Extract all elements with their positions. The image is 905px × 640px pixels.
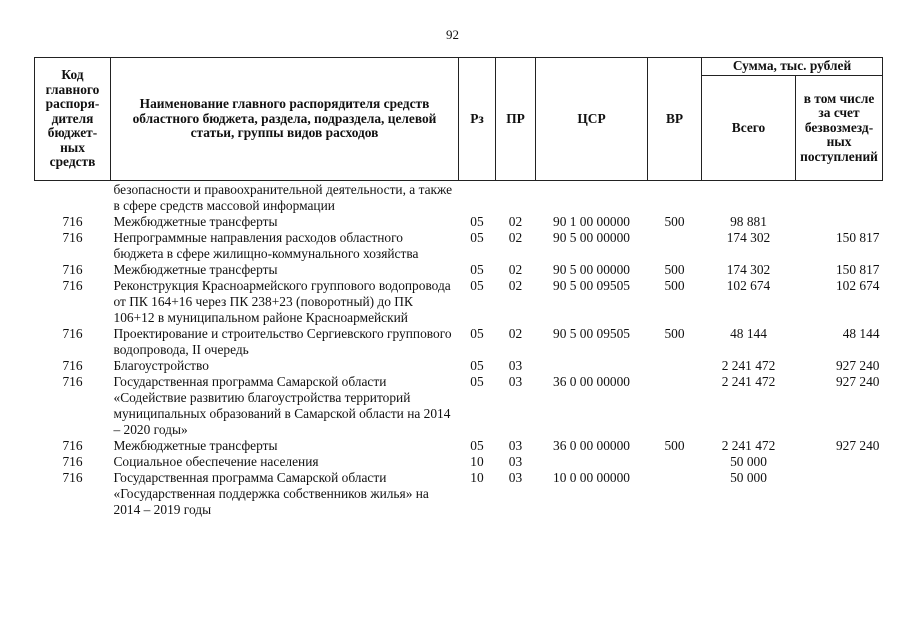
row-vr: 500 — [664, 326, 685, 341]
row-grant — [796, 214, 883, 230]
row-rz — [459, 181, 496, 215]
row-code — [35, 181, 111, 215]
budget-table — [34, 57, 883, 518]
row-name: Государственная программа Самарской области «Государственная поддержка собственников жилья» на 2014 – 2019 годы — [113, 470, 429, 517]
header-vr: ВР — [648, 58, 702, 181]
row-rz: 10 — [470, 454, 484, 469]
row-grant — [796, 181, 883, 215]
row-vr — [648, 454, 702, 470]
row-total: 2 241 472 — [721, 374, 776, 389]
table-row — [35, 374, 883, 438]
row-name: Межбюджетные трансферты — [113, 438, 278, 453]
row-rz: 05 — [470, 374, 484, 389]
row-csr — [536, 358, 648, 374]
row-grant: 150 817 — [835, 230, 880, 245]
row-csr: 90 5 00 00000 — [553, 230, 630, 245]
row-total: 2 241 472 — [721, 358, 776, 373]
row-rz: 05 — [470, 262, 484, 277]
header-grant: в том числе за счет безвозмезд-ных поступлений — [796, 76, 883, 181]
row-code: 716 — [62, 230, 83, 245]
row-name: Межбюджетные трансферты — [113, 214, 278, 229]
header-name: Наименование главного распорядителя средств областного бюджета, раздела, подраздела, целевой статьи, группы видов расходов — [111, 58, 459, 181]
row-vr — [648, 230, 702, 262]
row-vr: 500 — [664, 262, 685, 277]
header-total: Всего — [702, 76, 796, 181]
row-pr: 02 — [508, 262, 523, 277]
table-row — [35, 470, 883, 518]
row-rz: 05 — [470, 214, 484, 229]
row-rz: 10 — [470, 470, 484, 485]
header-code: Код главного распоря-дителя бюджет-ных средств — [35, 58, 111, 181]
row-total: 48 144 — [730, 326, 767, 341]
row-total: 174 302 — [726, 262, 771, 277]
row-name: Государственная программа Самарской области «Содействие развитию благоустройства территорий муниципальных образований в Самарской области на 2014 – 2020 годы» — [113, 374, 451, 437]
row-name: безопасности и правоохранительной деятельности, а также в сфере средств массовой информации — [113, 182, 453, 213]
row-total: 50 000 — [730, 470, 767, 485]
row-code: 716 — [62, 438, 83, 453]
row-vr — [648, 181, 702, 215]
row-code: 716 — [62, 470, 83, 485]
row-code: 716 — [62, 374, 83, 389]
page-number: 92 — [446, 27, 459, 42]
row-csr: 36 0 00 00000 — [553, 438, 630, 453]
row-grant: 927 240 — [835, 438, 880, 453]
header-rz: Рз — [459, 58, 496, 181]
table-row — [35, 181, 883, 215]
row-pr: 03 — [508, 454, 523, 469]
row-csr — [536, 181, 648, 215]
row-total: 50 000 — [730, 454, 767, 469]
row-grant: 102 674 — [835, 278, 880, 293]
row-pr: 02 — [508, 326, 523, 341]
row-code: 716 — [62, 214, 83, 229]
table-row — [35, 278, 883, 326]
row-code: 716 — [62, 278, 83, 293]
table-row — [35, 262, 883, 278]
header-sum: Сумма, тыс. рублей — [702, 58, 883, 76]
row-pr: 03 — [508, 438, 523, 453]
row-total: 174 302 — [726, 230, 771, 245]
row-vr — [648, 358, 702, 374]
row-csr: 10 0 00 00000 — [553, 470, 630, 485]
row-total: 98 881 — [730, 214, 767, 229]
table-row — [35, 438, 883, 454]
row-code: 716 — [62, 326, 83, 341]
row-grant: 927 240 — [835, 358, 880, 373]
header-pr: ПР — [496, 58, 536, 181]
row-csr: 90 5 00 09505 — [553, 326, 630, 341]
row-total: 102 674 — [726, 278, 771, 293]
row-name: Реконструкция Красноармейского группового водопровода от ПК 164+16 через ПК 238+23 (поворотный) до ПК 106+12 в муниципальном районе Красноармейский — [113, 278, 451, 325]
row-csr: 90 5 00 09505 — [553, 278, 630, 293]
row-csr: 90 1 00 00000 — [553, 214, 630, 229]
row-rz: 05 — [470, 438, 484, 453]
row-name: Непрограммные направления расходов областного бюджета в сфере жилищно-коммунального хозяйства — [113, 230, 419, 261]
row-pr: 03 — [508, 374, 523, 389]
row-vr: 500 — [664, 438, 685, 453]
row-grant — [796, 470, 883, 518]
row-csr: 90 5 00 00000 — [553, 262, 630, 277]
table-row — [35, 358, 883, 374]
row-pr: 03 — [508, 358, 523, 373]
row-name: Социальное обеспечение населения — [113, 454, 319, 469]
row-vr — [648, 470, 702, 518]
row-total: 2 241 472 — [721, 438, 776, 453]
row-rz: 05 — [470, 326, 484, 341]
row-total — [702, 181, 796, 215]
row-code: 716 — [62, 262, 83, 277]
row-csr: 36 0 00 00000 — [553, 374, 630, 389]
row-name: Благоустройство — [113, 358, 209, 373]
row-rz: 05 — [470, 278, 484, 293]
row-rz: 05 — [470, 358, 484, 373]
row-csr — [536, 454, 648, 470]
row-grant: 927 240 — [835, 374, 880, 389]
row-grant: 150 817 — [835, 262, 880, 277]
row-vr: 500 — [664, 214, 685, 229]
row-pr — [496, 181, 536, 215]
row-pr: 03 — [508, 470, 523, 485]
table-row — [35, 454, 883, 470]
table-row — [35, 230, 883, 262]
row-code: 716 — [62, 358, 83, 373]
row-name: Межбюджетные трансферты — [113, 262, 278, 277]
row-name: Проектирование и строительство Сергиевского группового водопровода, II очередь — [113, 326, 452, 357]
row-pr: 02 — [508, 230, 523, 245]
row-vr: 500 — [664, 278, 685, 293]
table-row — [35, 326, 883, 358]
row-grant: 48 144 — [842, 326, 880, 341]
row-rz: 05 — [470, 230, 484, 245]
table-row — [35, 214, 883, 230]
row-pr: 02 — [508, 278, 523, 293]
row-vr — [648, 374, 702, 438]
row-grant — [796, 454, 883, 470]
header-csr: ЦСР — [536, 58, 648, 181]
row-pr: 02 — [508, 214, 523, 229]
row-code: 716 — [62, 454, 83, 469]
